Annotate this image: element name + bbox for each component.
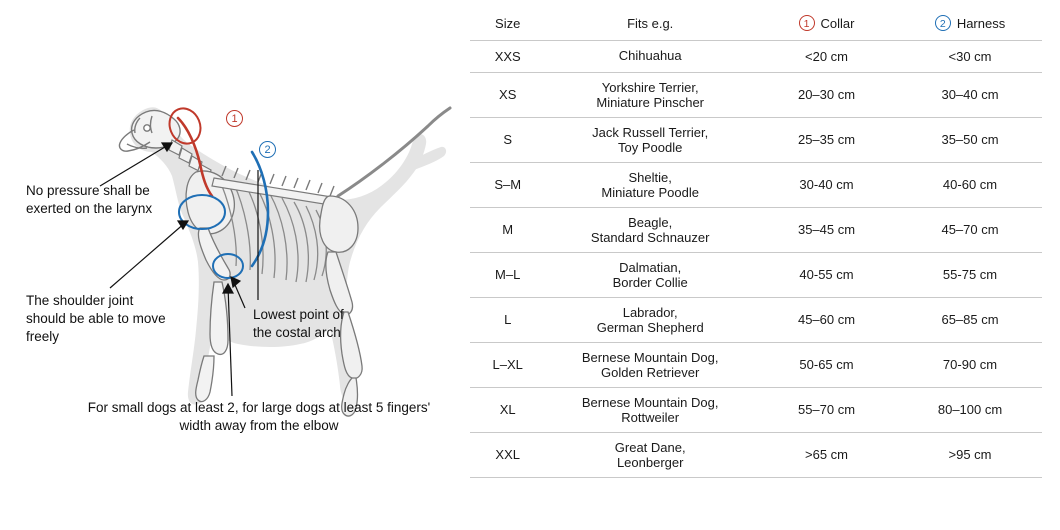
dog-skeleton-illustration: [0, 0, 470, 530]
collar-marker-badge: 1: [226, 110, 243, 127]
cell-size: S: [470, 117, 545, 162]
cell-fits: [545, 41, 755, 73]
cell-fits-line1: Bernese Mountain Dog,: [581, 394, 719, 410]
table-row: [470, 207, 1042, 252]
cell-fits-line1: Great Dane,: [614, 439, 686, 455]
cell-fits-line2: Miniature Pinscher: [596, 94, 705, 110]
cell-collar: >65 cm: [755, 432, 898, 477]
annotation-elbow-distance: For small dogs at least 2, for large dogs at least 5 fingers' width away from the elbow: [87, 400, 431, 434]
cell-fits: [545, 432, 755, 477]
cell-collar: 45–60 cm: [755, 297, 898, 342]
cell-fits-line2: Border Collie: [612, 274, 688, 290]
cell-size: S–M: [470, 162, 545, 207]
cell-size: XS: [470, 72, 545, 117]
annotation-costal-arch: Lowest point of the costal arch: [253, 307, 344, 341]
cell-fits-line1: Chihuahua: [618, 48, 682, 63]
cell-collar: 30-40 cm: [755, 162, 898, 207]
dog-measurement-diagram: [0, 0, 470, 530]
table-row: [470, 432, 1042, 477]
cell-fits-line1: Dalmatian,: [619, 259, 682, 275]
cell-harness: 80–100 cm: [898, 387, 1042, 432]
cell-fits-line1: Labrador,: [622, 304, 678, 320]
collar-badge-icon: 1: [799, 15, 815, 31]
table-row: [470, 297, 1042, 342]
cell-fits: [545, 162, 755, 207]
annotation-larynx: No pressure shall be exerted on the larynx: [26, 183, 153, 217]
cell-fits-line2: Leonberger: [616, 454, 684, 470]
cell-fits-line1: Jack Russell Terrier,: [592, 124, 709, 140]
cell-fits: [545, 342, 755, 387]
cell-harness: 40-60 cm: [898, 162, 1042, 207]
cell-fits-line2: Miniature Poodle: [601, 184, 699, 200]
cell-fits-line2: Golden Retriever: [601, 364, 700, 380]
cell-size: XXS: [470, 41, 545, 73]
cell-harness: 70-90 cm: [898, 342, 1042, 387]
size-table-header: [470, 8, 1042, 41]
cell-collar: <20 cm: [755, 41, 898, 73]
cell-harness: 65–85 cm: [898, 297, 1042, 342]
cell-fits: [545, 72, 755, 117]
cell-size: XL: [470, 387, 545, 432]
cell-size: L: [470, 297, 545, 342]
cell-size: XXL: [470, 432, 545, 477]
cell-fits: [545, 297, 755, 342]
cell-size: M: [470, 207, 545, 252]
cell-collar: 35–45 cm: [755, 207, 898, 252]
cell-fits: [545, 387, 755, 432]
cell-fits-line1: Beagle,: [628, 214, 673, 230]
size-table: [470, 8, 1042, 478]
cell-fits-line2: Toy Poodle: [618, 139, 683, 155]
size-table-container: [470, 8, 1042, 478]
harness-marker-badge: 2: [259, 141, 276, 158]
cell-fits: [545, 207, 755, 252]
table-row: [470, 41, 1042, 73]
cell-harness: 35–50 cm: [898, 117, 1042, 162]
table-row: [470, 72, 1042, 117]
header-harness-label: Harness: [956, 15, 1006, 31]
cell-collar: 25–35 cm: [755, 117, 898, 162]
cell-harness: 45–70 cm: [898, 207, 1042, 252]
cell-fits: [545, 117, 755, 162]
table-row: [470, 252, 1042, 297]
table-row: [470, 162, 1042, 207]
cell-size: M–L: [470, 252, 545, 297]
cell-fits: [545, 252, 755, 297]
cell-harness: 30–40 cm: [898, 72, 1042, 117]
cell-fits-line2: German Shepherd: [596, 319, 704, 335]
harness-badge-icon: 2: [935, 15, 951, 31]
cell-fits-line1: Yorkshire Terrier,: [601, 79, 699, 95]
cell-fits-line2: Rottweiler: [621, 409, 680, 425]
cell-size: L–XL: [470, 342, 545, 387]
cell-fits-line1: Bernese Mountain Dog,: [581, 349, 719, 365]
cell-collar: 55–70 cm: [755, 387, 898, 432]
header-collar: [755, 8, 898, 41]
size-table-body: [470, 41, 1042, 478]
cell-collar: 20–30 cm: [755, 72, 898, 117]
table-row: [470, 342, 1042, 387]
table-row: [470, 387, 1042, 432]
cell-harness: >95 cm: [898, 432, 1042, 477]
header-size: Size: [470, 8, 545, 41]
cell-harness: <30 cm: [898, 41, 1042, 73]
table-header-row: [470, 8, 1042, 41]
cell-fits-line1: Sheltie,: [628, 169, 672, 185]
cell-fits-line2: Standard Schnauzer: [590, 229, 710, 245]
table-row: [470, 117, 1042, 162]
header-collar-label: Collar: [820, 15, 855, 31]
header-harness: [898, 8, 1042, 41]
annotation-shoulder-joint: The shoulder joint should be able to move freely: [26, 293, 166, 345]
cell-harness: 55-75 cm: [898, 252, 1042, 297]
cell-collar: 40-55 cm: [755, 252, 898, 297]
header-fits: Fits e.g.: [545, 8, 755, 41]
cell-collar: 50-65 cm: [755, 342, 898, 387]
